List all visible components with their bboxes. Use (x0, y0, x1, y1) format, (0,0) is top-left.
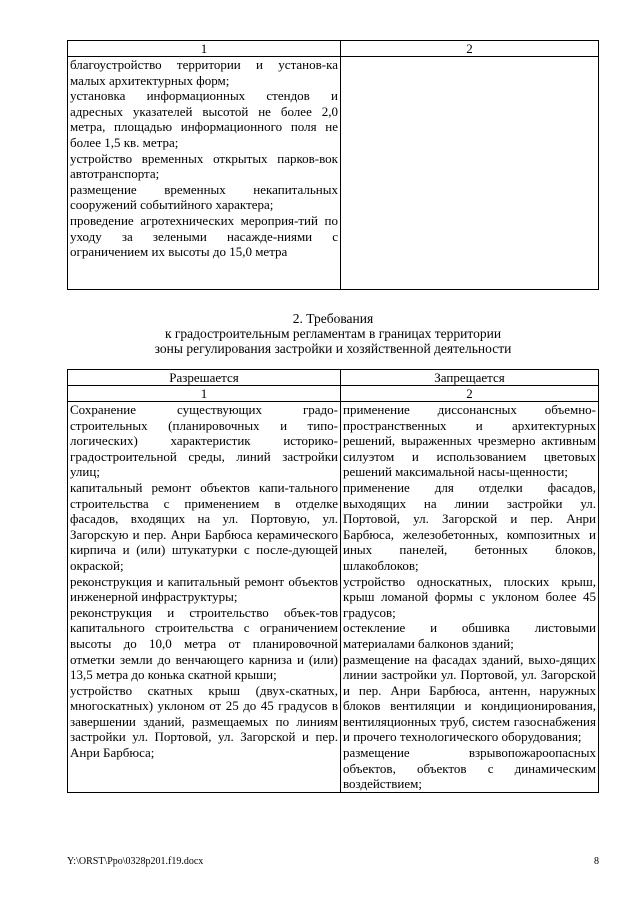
list-item: установка информационных стендов и адресных указателей высотой не более 2,0 метра, площадью информационного поля не более 1,5 кв. метра; (70, 88, 338, 150)
list-item: устройство скатных крыш (двух-скатных, многоскатных) уклоном от 25 до 45 градусов в завершении зданий, размещаемых по линиям застройки ул. Портовой, ул. Загорской и пер. Анри Барбюса; (70, 682, 338, 761)
list-item: размещение временных некапитальных сооружений событийного характера; (70, 181, 338, 213)
list-item: применение для отделки фасадов, выходящих на линии застройки ул. Портовой, ул. Загорской и пер. Анри Барбюса, железобетонных, композитных и иных панелей, бетонных блоков, шлакоблоков; (343, 479, 596, 573)
section-heading (67, 311, 599, 356)
prohibited-cell (341, 402, 599, 793)
section-number-title: 2. Требования (292, 311, 374, 326)
list-item: Сохранение существующих градо-строительных (планировочных и типо-логических) характеристик историко-градостроительной среды, линий застройки улиц; (70, 402, 338, 480)
list-item: реконструкция и капитальный ремонт объектов инженерной инфраструктуры; (70, 573, 338, 605)
column-number-1: 1 (68, 386, 341, 402)
list-item: устройство временных открытых парков-вок автотранспорта; (70, 150, 338, 182)
continuation-table (67, 40, 599, 290)
list-item: благоустройство территории и установ-ка малых архитектурных форм; (70, 57, 338, 88)
list-item: проведение агротехнических мероприя-тий по уходу за зелеными насажде-ниями с ограничением их высоты до 15,0 метра (70, 212, 338, 260)
list-item: капитальный ремонт объектов капи-тального строительства с применением в отделке фасадов, входящих на ул. Портовую, ул. Загорскую и пер. Анри Барбюса керамического кирпича и (или) штукатурки с после-дующей окраской; (70, 479, 338, 573)
list-item: размещение взрывопожароопасных объектов, объектов с динамическим воздействием; (343, 745, 596, 792)
section-subtitle-line: зоны регулирования застройки и хозяйственной деятельности (154, 341, 512, 356)
column-number-1: 1 (68, 41, 341, 57)
page-footer (67, 856, 599, 868)
regulations-table (67, 369, 599, 793)
permitted-cell (68, 57, 341, 290)
list-item: размещение на фасадах зданий, выхо-дящих линии застройки ул. Портовой, ул. Загорской и пер. Анри Барбюса, антенн, наружных блоков вентиляции и кондиционирования, вентиляционных труб, систем газоснабжения и прочего технологического оборудования; (343, 651, 596, 745)
list-item: применение диссонансных объемно-пространственных и архитектурных решений, выраженных чрезмерно активным силуэтом и использованием цветовых решений максимальной насы-щенности; (343, 402, 596, 480)
list-item: устройство односкатных, плоских крыш, крыш ломаной формы с уклоном более 45 градусов; (343, 573, 596, 620)
column-number-2: 2 (341, 41, 599, 57)
section-subtitle-line: к градостроительным регламентам в границах территории (164, 326, 502, 341)
list-item: реконструкция и строительство объек-тов капитального строительства с ограничением высоты до 10,0 метра от планировочной отметки земли до венчающего карниза и (или) 13,5 метра до конька скатной крыши; (70, 604, 338, 683)
header-prohibited: Запрещается (341, 370, 599, 386)
file-path: Y:\ORST\Ppo\0328p201.f19.docx (67, 856, 204, 867)
prohibited-cell (341, 57, 599, 290)
permitted-cell (68, 402, 341, 793)
page-number: 8 (594, 856, 599, 867)
list-item: остекление и обшивка листовыми материалами балконов зданий; (343, 620, 596, 651)
header-permitted: Разрешается (68, 370, 341, 386)
column-number-2: 2 (341, 386, 599, 402)
